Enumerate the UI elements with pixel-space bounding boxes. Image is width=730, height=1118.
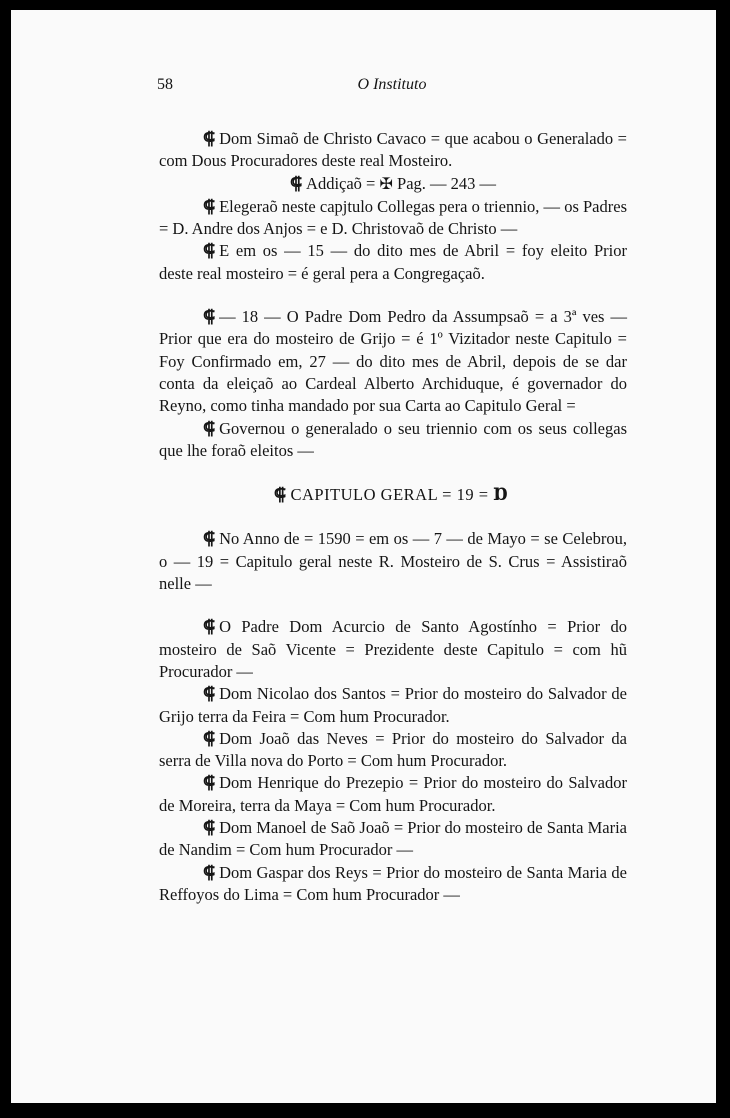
paragraph <box>159 683 627 728</box>
paragraph <box>159 418 627 463</box>
pilcrow-mark: ⸿ <box>203 129 216 148</box>
pilcrow-mark: ⸿ <box>203 241 216 261</box>
paragraph-text: Pag. — 243 — <box>397 173 497 193</box>
pilcrow-mark: ⸿ <box>203 773 216 793</box>
paragraph-text: O Padre Dom Acurcio de Santo Agostínho = Prior do mosteiro de Saõ Vicente = Prezidente deste Capitulo = com hũ Procurador — <box>159 617 627 681</box>
pilcrow-mark: ⸿ <box>203 862 216 882</box>
paragraph-text: Dom Joaõ das Neves = Prior do mosteiro do Salvador da serra de Villa nova do Porto = Com hum Procurador. <box>159 728 627 771</box>
section-heading <box>159 484 627 506</box>
pilcrow-mark: ⸿ <box>203 307 216 327</box>
paragraph-text: Dom Simaõ de Christo Cavaco = que acabou o Generalado = com Dous Procuradores deste real Mosteiro. <box>159 129 627 171</box>
paragraph-text: No Anno de = 1590 = em os — 7 — de Mayo = se Celebrou, o — 19 = Capitulo geral neste R. Mosteiro de S. Crus = Assistiraõ nelle — <box>159 529 627 594</box>
pilcrow-mark: ⸿ <box>203 728 216 748</box>
running-title: O Instituto <box>357 76 427 93</box>
paragraph <box>159 728 627 773</box>
paragraph <box>159 862 627 907</box>
paragraph-text: Elegeraõ neste capjtulo Collegas pera o triennio, — os Padres = D. Andre dos Anjos = e D. Christovaõ de Christo — <box>159 196 627 239</box>
pilcrow-mark: ⸿ <box>203 529 216 549</box>
pilcrow-mark: ⸿ <box>203 196 216 216</box>
page-number: 58 <box>157 76 173 93</box>
paragraph-text: Dom Nicolao dos Santos = Prior do mosteiro do Salvador de Grijo terra da Feira = Com hum Procurador. <box>159 684 627 726</box>
page-header <box>157 76 627 100</box>
pilcrow-mark: ⸿ <box>203 684 216 704</box>
close-mark: Ɒ <box>493 485 509 505</box>
paragraph-text: Governou o generalado o seu triennio com os seus collegas que lhe foraõ eleitos — <box>159 418 627 460</box>
pilcrow-mark: ⸿ <box>203 617 216 637</box>
paragraph-text: Dom Manoel de Saõ Joaõ = Prior do mosteiro de Santa Maria de Nandim = Com hum Procurador — <box>159 818 627 860</box>
paragraph <box>159 817 627 862</box>
paragraph-text: E em os — 15 — do dito mes de Abril = foy eleito Prior deste real mosteiro = é geral pera a Congregaçaõ. <box>159 241 627 283</box>
document-page <box>11 10 716 1103</box>
body-text <box>159 128 627 906</box>
paragraph <box>159 240 627 285</box>
paragraph-text: — 18 — O Padre Dom Pedro da Assumpsaõ = a 3ª ves — Prior que era do mosteiro de Grijo = é 1º Vizitador neste Capitulo = Foy Confirmado em, 27 — do dito mes de Abril, depois de se dar conta da eleiçaõ ao Cardeal Alberto Archiduque, é governador do Reyno, como tinha mandado por sua Carta ao Capitulo Geral = <box>159 307 627 416</box>
paragraph-text: Dom Gaspar dos Reys = Prior do mosteiro de Santa Maria de Reffoyos do Lima = Com hum Procurador — <box>159 862 627 904</box>
cross-icon: ✠ <box>379 175 393 193</box>
paragraph-text: Addiçaõ = <box>306 173 376 193</box>
pilcrow-mark: ⸿ <box>203 818 216 838</box>
paragraph <box>159 306 627 417</box>
paragraph <box>159 196 627 241</box>
pilcrow-mark: ⸿ <box>273 485 287 505</box>
pilcrow-mark: ⸿ <box>289 173 303 193</box>
paragraph <box>159 616 627 683</box>
heading-text: CAPITULO GERAL = 19 = <box>290 485 489 505</box>
pilcrow-mark: ⸿ <box>203 418 216 438</box>
paragraph-text: Dom Henrique do Prezepio = Prior do mosteiro do Salvador de Moreira, terra da Maya = Com hum Procurador. <box>159 773 627 815</box>
paragraph <box>159 128 627 173</box>
paragraph <box>159 772 627 817</box>
paragraph <box>159 528 627 595</box>
paragraph-addition <box>159 173 627 196</box>
